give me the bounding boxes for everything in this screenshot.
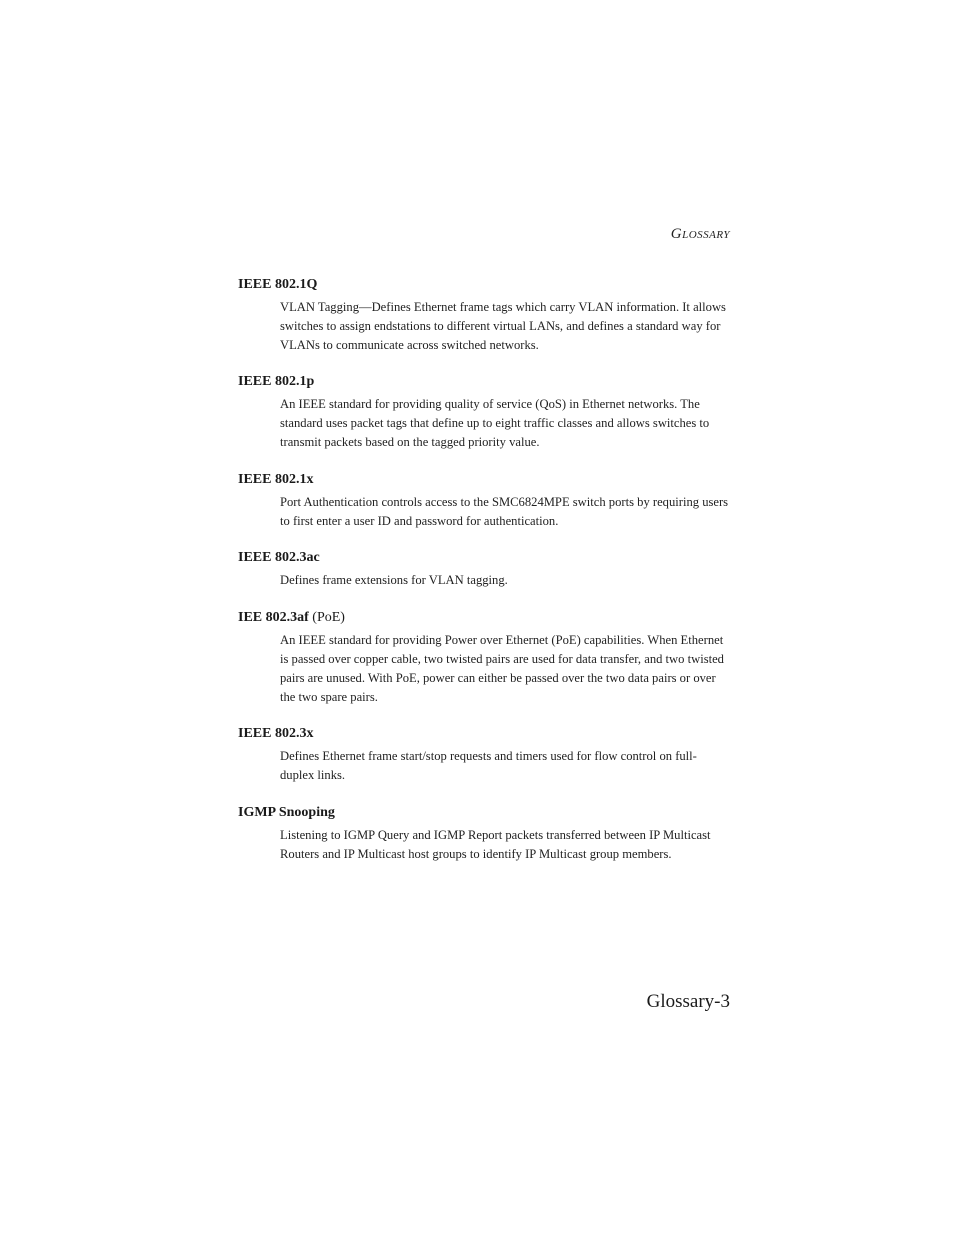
glossary-entry-iee-802-3af <box>238 609 730 706</box>
glossary-entry-ieee-802-1p <box>238 373 730 451</box>
glossary-definition: VLAN Tagging—Defines Ethernet frame tags which carry VLAN information. It allows switches to assign endstations to different virtual LANs, and defines a standard way for VLANs to communicate across switched networks. <box>280 300 726 352</box>
term-text: IEEE 802.3x <box>238 726 314 742</box>
running-head <box>671 226 730 243</box>
glossary-term <box>238 609 730 627</box>
glossary-definition: Defines Ethernet frame start/stop requests and timers used for flow control on full-duplex links. <box>280 749 697 783</box>
glossary-definition: Listening to IGMP Query and IGMP Report packets transferred between IP Multicast Routers and IP Multicast host groups to identify IP Multicast group members. <box>280 827 711 861</box>
term-text: IGMP Snooping <box>238 804 335 820</box>
running-head-initial: G <box>670 226 683 242</box>
running-head-rest: LOSSARY <box>682 229 730 241</box>
glossary-term <box>238 725 730 743</box>
glossary-term <box>238 804 730 822</box>
glossary-entry-igmp-snooping <box>238 804 730 864</box>
glossary-term <box>238 549 730 567</box>
term-text: IEE 802.3af <box>238 610 309 626</box>
page-number: Glossary-3 <box>646 991 730 1012</box>
term-text: IEEE 802.1x <box>238 471 314 487</box>
glossary-entry-ieee-802-1q <box>238 276 730 354</box>
glossary-definition: Port Authentication controls access to the SMC6824MPE switch ports by requiring users to first enter a user ID and password for authentication. <box>280 494 729 528</box>
glossary-term <box>238 373 730 391</box>
term-qualifier: (PoE) <box>312 610 345 626</box>
glossary-entry-ieee-802-3ac <box>238 549 730 590</box>
glossary-list <box>238 276 730 883</box>
term-text: IEEE 802.3ac <box>238 550 320 566</box>
glossary-entry-ieee-802-3x <box>238 725 730 785</box>
glossary-definition: An IEEE standard for providing quality of service (QoS) in Ethernet networks. The standard uses packet tags that define up to eight traffic classes and allows switches to transmit packets based on the tagged priority value. <box>280 397 710 449</box>
glossary-definition: An IEEE standard for providing Power over Ethernet (PoE) capabilities. When Ethernet is passed over copper cable, two twisted pairs are used for data transfer, and two twisted pairs are unused. With PoE, power can either be passed over the two data pairs or over the two spare pairs. <box>280 633 724 704</box>
term-text: IEEE 802.1Q <box>238 277 318 292</box>
glossary-term <box>238 276 730 294</box>
glossary-definition: Defines frame extensions for VLAN tagging. <box>280 573 508 588</box>
glossary-entry-ieee-802-1x <box>238 471 730 531</box>
term-text: IEEE 802.1p <box>238 374 315 390</box>
glossary-term <box>238 471 730 489</box>
